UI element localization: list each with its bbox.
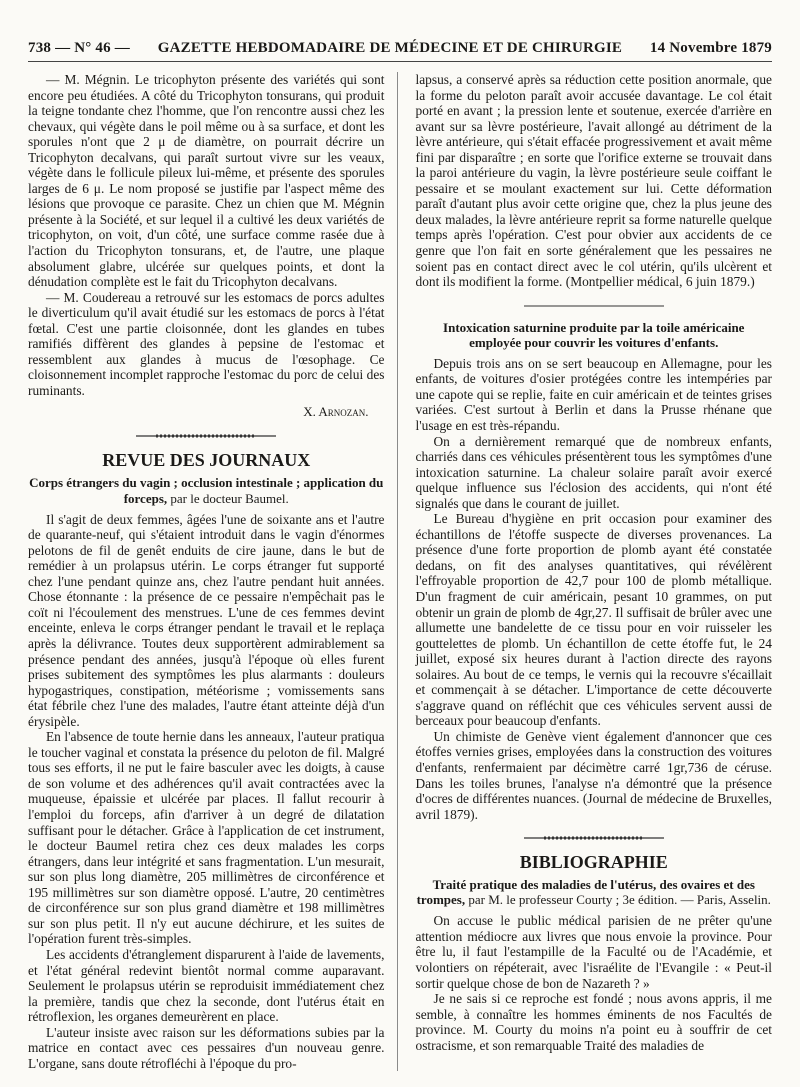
article-author: par le docteur Baumel. bbox=[170, 490, 289, 506]
paragraph-corps-2: En l'absence de toute hernie dans les anneaux, l'auteur pratiqua le toucher vaginal et constata la présence du peloton de fil. Malgré tous ses efforts, il ne put le faire basculer avec les doigts, à cause de son volume et des adhérences qu'il avait contractées avec la muqueuse, épaissie et ulcérée par places. Il fallut recourir à l'emploi du forceps, afin d'arriver à un degré de dilatation suffisant pour le détacher. Grâce à l'application de cet instrument, le docteur Baumel retira chez ces deux malades les corps étrangers, dans leur intégrité et sans fragmentation. L'un mesurait, sur son plus long diamètre, 205 millimètres de circonférence et 195 millimètres sur son diamètre opposé. L'autre, 20 centimètres de circonférence sur son plus grand diamètre et 198 millimètres sur son plus petit. Il n'y eut aucune déchirure, et les suites de l'opération furent très-simples. bbox=[28, 729, 385, 947]
book-heading bbox=[416, 877, 773, 907]
columns bbox=[28, 72, 772, 1071]
article-title: Corps étrangers du vagin ; occlusion intestinale ; application du forceps, bbox=[29, 475, 384, 506]
section-title-bibliographie: BIBLIOGRAPHIE bbox=[519, 852, 668, 873]
paragraph-megnin: — M. Mégnin. Le tricophyton présente des variétés qui sont encore peu étudiées. A côté du Tricophyton tonsurans, qui produit la teigne tondante chez l'homme, que l'on rencontre aussi chez les chevaux, qui végète dans le poil même ou à sa surface, et dont les sporules n'ont que 2 μ de diamètre, on pourrait décrire un Tricophyton decalvans, qui paraît surtout vivre sur les veaux, végète dans le follicule pileux lui-même, et présente des sporules larges de 6 μ. Le nom proposé se justifie par l'aspect même des lésions que provoque ce parasite. Chez un chien que M. Mégnin présente à la Société, et sur lequel il a cultivé les deux variétés de tricophyton, on voit, d'un côté, une surface comme rasée due à l'action du Tricophyton tonsurans, et, de l'autre, une plaque absolument glabre, ulcérée sur quelques points, et dont la dénudation complète est le fait du Tricophyton decalvans. bbox=[28, 72, 385, 290]
paragraph-corps-4: L'auteur insiste avec raison sur les déformations subies par la matrice en contact avec ces pessaires d'un nouveau genre. L'organe, sans doute rétrofléchi à l'époque du pro- bbox=[28, 1024, 385, 1071]
separator-rule bbox=[416, 300, 773, 312]
journal-title: GAZETTE HEBDOMADAIRE DE MÉDECINE ET DE CHIRURGIE bbox=[157, 40, 623, 56]
page-header bbox=[28, 40, 772, 62]
paragraph-coudereau: — M. Coudereau a retrouvé sur les estomacs de porcs adultes le diverticulum qu'il avait étudié sur les estomacs de porcs à l'état fœtal. C'est une partie cloisonnée, dont les glandes en tubes ramifiés diffèrent des glandes à pepsine de l'estomac et ressemblent aux glandes à mucus de l'œsophage. Ce cloisonnement incomplet rapproche l'estomac du porc de celui des ruminants. bbox=[28, 289, 385, 398]
page-number: 738 bbox=[28, 40, 52, 56]
paragraph-corps-3: Les accidents d'étranglement disparurent à l'aide de lavements, et l'état général redevint bientôt normal comme auparavant. Seulement le prolapsus utérin se reproduisit immédiatement chez la première, tandis que chez la seconde, dont l'utérus était en rétroflexion, les organes demeurèrent en place. bbox=[28, 946, 385, 1025]
separator-rule bbox=[28, 430, 385, 442]
ornamental-rule-icon bbox=[524, 832, 664, 844]
paragraph-intox-1: Depuis trois ans on se sert beaucoup en Allemagne, pour les enfants, de voitures d'osier protégées contre les intempéries par une capote qui se replie, faite en cuir américain et de teintes grises variées. C'est surtout à Berlin et dans la Prusse rhénane que l'usage en est très-répandu. bbox=[415, 355, 772, 433]
paragraph-intox-2: On a dernièrement remarqué que de nombreux enfants, charriés dans ces véhicules présentèrent tous les symptômes d'une intoxication saturnine. La chaleur solaire paraît avoir exercé quelque influence sus l'éclosion des accidents, qui n'ont été signalés que dans le courant de juillet. bbox=[415, 433, 772, 511]
issue-date: 14 Novembre 1879 bbox=[649, 40, 772, 56]
section-title-revue: REVUE DES JOURNAUX bbox=[102, 450, 311, 471]
article-heading-intoxication: Intoxication saturnine produite par la toile américaine employée pour couvrir les voitures d'enfants. bbox=[443, 319, 745, 350]
horizontal-rule-icon bbox=[524, 300, 664, 312]
book-title: Traité pratique des maladies de l'utérus, des ovaires et des trompes, bbox=[416, 877, 755, 908]
separator-rule bbox=[416, 832, 773, 844]
paragraph-biblio-2: Je ne sais si ce reproche est fondé ; nous avons appris, il me semble, à connaître les hommes éminents de nos Facultés de province. M. Courty du moins n'a point eu à souffrir de cet ostracisme, et son remarquable Traité des maladies de bbox=[415, 991, 772, 1053]
paragraph-corps-1: Il s'agit de deux femmes, âgées l'une de soixante ans et l'autre de quarante-neuf, qui s'étaient introduit dans le vagin d'énormes pelotons de fil de genêt enduits de cire jaune, dans le but de remédier à un prolapsus utérin. Le corps étranger fut supporté chez l'une pendant quinze ans, chez l'autre pendant huit années. Chose étonnante : la présence de ce pessaire n'empêchait pas le coït ni l'écoulement des menstrues. L'une de ces femmes devint enceinte, enleva le corps étranger pendant le travail et le replaça après la délivrance. Toutes deux supportèrent admirablement sa présence pendant des années, jusqu'à l'époque où elles furent prises subitement des symptômes les plus alarmants : douleurs hypogastriques, constipation, météorisme ; vomissements sans état fébrile chez l'une des malades, l'autre étant atteinte déjà d'un érysipèle. bbox=[28, 511, 385, 729]
issue-number: — N° 46 — bbox=[55, 40, 130, 56]
paragraph-biblio-1: On accuse le public médical parisien de ne prêter qu'une attention médiocre aux livres que nous envoie la province. Pour être lu, il faut l'estampille de la Faculté ou de l'Académie, et volontiers on répéterait, avec l'israélite de l'Evangile : « Peut-il sortir quelque chose de bon de Nazareth ? » bbox=[415, 913, 772, 991]
ornamental-rule-icon bbox=[136, 430, 276, 442]
page-number-issue bbox=[28, 40, 130, 57]
paragraph-intox-4: Un chimiste de Genève vient également d'annoncer que ces étoffes vernies grises, employées dans la construction des voitures d'enfants, renfermaient par décimètre carré 1gr,736 de céruse. Dans les toiles brunes, l'analyse n'a démontré que la présence d'ocres de différentes nuances. (Journal de médecine de Bruxelles, avril 1879). bbox=[415, 728, 772, 822]
left-column bbox=[28, 72, 398, 1071]
book-details: par M. le professeur Courty ; 3e édition. — Paris, Asselin. bbox=[468, 892, 771, 908]
paragraph-lapsus: lapsus, a conservé après sa réduction cette position anormale, que la forme du peloton paraît avoir accusée davantage. Le col était porté en avant ; la pression lente et soutenue, exercée d'arrière en avant sur sa lèvre postérieure, l'avait allongé au détriment de la lèvre antérieure, qui s'était effacée progressivement et avait même fini par disparaître ; en sorte que l'orifice externe se trouvait dans la paroi antérieure du vagin, la lèvre postérieure seule coiffant le pessaire et se moulant exactement sur lui. Cette déformation paraît d'autant plus avoir cette origine que, chez la plus jeune des deux malades, la lèvre antérieure reprit sa forme naturelle quelque temps après l'opération. C'est pour obvier aux accidents de ce genre que l'on fait en sorte généralement que les pessaires ne soient pas en contact direct avec le col utérin, qu'ils ulcèrent et dont ils modifient la forme. (Montpellier médical, 6 juin 1879.) bbox=[415, 72, 772, 290]
right-column bbox=[416, 72, 773, 1071]
article-heading-corps bbox=[28, 475, 385, 505]
signature: X. Arnozan. bbox=[303, 404, 369, 420]
paragraph-intox-3: Le Bureau d'hygiène en prit occasion pour examiner des échantillons de l'étoffe suspecte de diverses provenances. La présence d'une forte proportion de plomb ayant été constatée dedans, on fit des analyses quantitatives, qui révélèrent l'effroyable proportion de 42,7 pour 100 de plomb métallique. D'un fragment de cuir américain, pesant 10 grammes, on put obtenir un grain de plomb de 4gr,27. Il suffisait de brûler avec une allumette une bandelette de ce tissu pour en voir ruisseler les gouttelettes de plomb. Un échantillon de cette étoffe fut, le 24 juillet, exposé six heures durant à l'action directe des rayons solaires. Au bout de ce temps, le vernis qui la recouvre s'écaillait et commençait à se détacher. L'importance de cette découverte s'aggrave quand on réfléchit que ces véhicules servent aussi de berceaux pour beaucoup d'enfants. bbox=[415, 511, 772, 729]
